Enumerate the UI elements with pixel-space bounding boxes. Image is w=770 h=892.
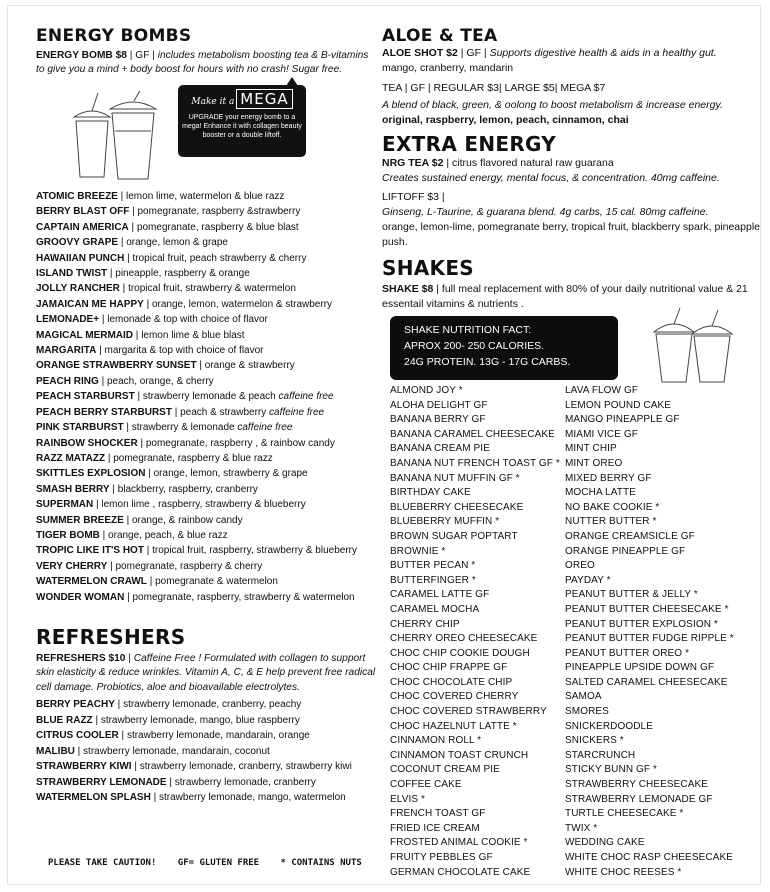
- energy-item-name: RAINBOW SHOCKER: [36, 437, 138, 449]
- energy-item: MARGARITA | margarita & top with choice of flavor: [36, 345, 264, 357]
- shake-flavor: BANANA BERRY GF: [390, 414, 486, 426]
- energy-item-desc: pomegranate, raspberry & blue razz: [113, 452, 273, 464]
- energy-item-name: SKITTLES EXPLOSION: [36, 468, 146, 480]
- shake-flavor: GERMAN CHOCOLATE CAKE: [390, 866, 531, 878]
- shake-flavor: BANANA CREAM PIE: [390, 443, 490, 455]
- energy-item-name: GROOVY GRAPE: [36, 237, 119, 249]
- refresher-item-name: CITRUS COOLER: [36, 730, 119, 742]
- shake-flavor: STRAWBERRY CHEESECAKE: [565, 779, 709, 791]
- refresher-item: BLUE RAZZ | strawberry lemonade, mango, blue raspberry: [36, 714, 300, 726]
- energy-item: SMASH BERRY | blackberry, raspberry, cranberry: [36, 483, 258, 495]
- aloe-shot-flavors: mango, cranberry, mandarin: [382, 62, 514, 74]
- energy-item-name: SUPERMAN: [36, 499, 94, 511]
- shake-flavor: MINT CHIP: [565, 443, 617, 455]
- energy-item-desc: pineapple, raspberry & orange: [115, 268, 250, 280]
- refresher-item-name: WATERMELON SPLASH: [36, 791, 151, 803]
- energy-item: WONDER WOMAN | pomegranate, raspberry, strawberry & watermelon: [36, 591, 355, 603]
- energy-item: GROOVY GRAPE | orange, lemon & grape: [36, 237, 228, 249]
- energy-item-name: BERRY BLAST OFF: [36, 206, 130, 218]
- tea-desc-block: [382, 98, 762, 128]
- refreshers-heading: REFRESHERS: [36, 624, 186, 649]
- energy-item-note: caffeine free: [234, 422, 293, 434]
- energy-item-name: SMASH BERRY: [36, 483, 110, 495]
- energy-item-name: SUMMER BREEZE: [36, 514, 124, 526]
- shake-flavor: WHITE CHOC REESES *: [565, 866, 682, 878]
- shake-flavor: BANANA CARAMEL CHEESECAKE: [390, 428, 555, 440]
- shake-flavor: FRENCH TOAST GF: [390, 808, 486, 820]
- shake-flavor: BANANA NUT MUFFIN GF *: [390, 472, 520, 484]
- menu-page: [8, 6, 760, 884]
- shake-flavor: BUTTER PECAN *: [390, 560, 476, 572]
- refresher-item: BERRY PEACHY | strawberry lemonade, cranberry, peachy: [36, 699, 302, 711]
- shake-price: SHAKE $8: [382, 283, 434, 295]
- mega-upgrade-box: [178, 85, 306, 157]
- energy-item-desc: orange, lemon, strawberry & grape: [153, 468, 308, 480]
- energy-item: PEACH RING | peach, orange, & cherry: [36, 375, 214, 387]
- energy-item-note: caffeine free: [275, 391, 334, 403]
- shake-flavor: ORANGE PINEAPPLE GF: [565, 545, 686, 557]
- liftoff-price: LIFTOFF $3 |: [382, 191, 445, 203]
- shake-column-2: [565, 384, 734, 880]
- shake-flavor: STARCRUNCH: [565, 749, 636, 761]
- shake-flavor: STICKY BUNN GF *: [565, 764, 657, 776]
- shake-flavor: STRAWBERRY LEMONADE GF: [565, 793, 713, 805]
- tea-flavors: original, raspberry, lemon, peach, cinnamon, chai: [382, 114, 629, 126]
- energy-bomb-sep: | GF |: [126, 50, 158, 61]
- energy-item: TIGER BOMB | orange, peach, & blue razz: [36, 529, 228, 541]
- energy-item-desc: pomegranate, raspberry, strawberry & watermelon: [132, 591, 355, 603]
- energy-item-name: JAMAICAN ME HAPPY: [36, 298, 144, 310]
- energy-bomb-desc: includes metabolism boosting tea & B-vitamins to give you a mind + body boost for hours with no crash! Sugar free.: [36, 50, 369, 75]
- nrg-line: NRG TEA $2 | citrus flavored natural raw guarana: [382, 157, 614, 169]
- energy-item: PEACH BERRY STARBURST | peach & strawberry caffeine free: [36, 406, 325, 418]
- energy-bombs-intro: [36, 49, 376, 77]
- aloe-shot-sep: | GF |: [457, 47, 490, 59]
- shake-flavor: CHOC CHIP FRAPPE GF: [390, 662, 508, 674]
- energy-item: PEACH STARBURST | strawberry lemonade & peach caffeine free: [36, 391, 334, 403]
- energy-cups-illustration: [68, 91, 178, 181]
- shake-flavor: LEMON POUND CAKE: [565, 399, 672, 411]
- refresher-item-desc: strawberry lemonade, mango, watermelon: [158, 791, 346, 803]
- refreshers-list: [36, 697, 376, 805]
- energy-item-name: PEACH RING: [36, 375, 99, 387]
- energy-item: JAMAICAN ME HAPPY | orange, lemon, watermelon & strawberry: [36, 298, 333, 310]
- right-column: [382, 26, 762, 878]
- energy-bombs-list: [36, 189, 376, 605]
- energy-item-desc: lemon lime, watermelon & blue razz: [126, 191, 285, 202]
- energy-item-name: HAWAIIAN PUNCH: [36, 252, 125, 264]
- energy-item-desc: lemonade & top with choice of flavor: [107, 314, 268, 326]
- nrg-detail: [382, 171, 762, 186]
- footer-notes: [48, 858, 378, 868]
- shake-flavor: WHITE CHOC RASP CHEESECAKE: [565, 852, 734, 863]
- shake-flavor: PEANUT BUTTER OREO *: [565, 647, 690, 659]
- nrg-desc: citrus flavored natural raw guarana: [452, 157, 614, 169]
- energy-item-name: TROPIC LIKE IT'S HOT: [36, 545, 144, 557]
- refresher-item: STRAWBERRY KIWI | strawberry lemonade, cranberry, strawberry kiwi: [36, 761, 352, 773]
- shake-flavor: SNICKERDOODLE: [565, 720, 653, 732]
- shake-flavor: PEANUT BUTTER & JELLY *: [565, 589, 698, 601]
- aloe-shot-price: ALOE SHOT $2: [382, 47, 458, 59]
- shake-flavor: COFFEE CAKE: [390, 779, 462, 791]
- refresher-item-desc: strawberry lemonade, cranberry, peachy: [123, 699, 302, 711]
- shake-flavor: OREO: [565, 560, 595, 572]
- energy-item: RAZZ MATAZZ | pomegranate, raspberry & blue razz: [36, 452, 273, 464]
- energy-item: VERY CHERRY | pomegranate, raspberry & cherry: [36, 560, 263, 572]
- shake-flavor: TWIX *: [565, 822, 598, 834]
- nrg-detail-text: Creates sustained energy, mental focus, & concentration. 40mg caffeine.: [382, 172, 720, 184]
- shake-flavor: PINEAPPLE UPSIDE DOWN GF: [565, 662, 715, 674]
- refresher-item: WATERMELON SPLASH | strawberry lemonade, mango, watermelon: [36, 791, 346, 803]
- shake-flavor: TURTLE CHEESECAKE *: [565, 808, 684, 820]
- energy-item: SKITTLES EXPLOSION | orange, lemon, strawberry & grape: [36, 468, 308, 480]
- energy-item-desc: strawberry & lemonade: [131, 422, 235, 434]
- energy-item-desc: pomegranate & watermelon: [155, 576, 278, 588]
- shake-flavor: LAVA FLOW GF: [565, 385, 639, 396]
- energy-item-desc: pomegranate, raspberry &strawberry: [137, 206, 301, 218]
- shake-flavor: BROWN SUGAR POPTART: [390, 530, 518, 542]
- shake-flavor: CINNAMON ROLL *: [390, 735, 482, 747]
- shake-flavor: CHERRY OREO CHEESECAKE: [390, 633, 538, 645]
- shake-flavor: BUTTERFINGER *: [390, 574, 476, 586]
- shake-flavor: SMORES: [565, 706, 609, 718]
- shake-flavor: NO BAKE COOKIE *: [565, 501, 660, 513]
- refresher-item-desc: strawberry lemonade, cranberry: [174, 776, 316, 788]
- shake-flavor: MIAMI VICE GF: [565, 428, 638, 440]
- shake-flavor: CHOC CHIP COOKIE DOUGH: [390, 647, 530, 659]
- refresher-item-name: MALIBU: [36, 745, 75, 757]
- energy-item-desc: orange, lemon & grape: [126, 237, 228, 249]
- refresher-item-name: STRAWBERRY KIWI: [36, 761, 132, 773]
- nutrition-line-3: 24G PROTEIN. 13G - 17G CARBS.: [404, 356, 571, 368]
- refresher-item-name: STRAWBERRY LEMONADE: [36, 776, 167, 788]
- energy-item: ORANGE STRAWBERRY SUNSET | orange & strawberry: [36, 360, 295, 372]
- shake-flavor: MANGO PINEAPPLE GF: [565, 414, 680, 426]
- shake-flavor: MOCHA LATTE: [565, 487, 636, 499]
- energy-item-name: LEMONADE+: [36, 314, 100, 326]
- refresher-item: MALIBU | strawberry lemonade, mandarain, coconut: [36, 745, 270, 757]
- nrg-price: NRG TEA $2: [382, 157, 444, 169]
- shake-flavor: FRIED ICE CREAM: [390, 822, 480, 834]
- energy-item: LEMONADE+ | lemonade & top with choice of flavor: [36, 314, 268, 326]
- energy-item-desc: lemon lime & blue blast: [141, 329, 245, 341]
- energy-item-desc: tropical fruit, peach strawberry & cherry: [132, 252, 307, 264]
- shake-flavor: ORANGE CREAMSICLE GF: [565, 530, 695, 542]
- shake-cups-illustration: [642, 306, 742, 384]
- footer-nuts: * CONTAINS NUTS: [280, 858, 362, 868]
- energy-item-name: CAPTAIN AMERICA: [36, 221, 129, 233]
- shake-flavor: CHOC CHOCOLATE CHIP: [390, 676, 513, 688]
- tea-price: TEA | GF | REGULAR $3| LARGE $5| MEGA $7: [382, 82, 606, 94]
- refresher-item-name: BERRY PEACHY: [36, 699, 115, 711]
- energy-item: TROPIC LIKE IT'S HOT | tropical fruit, raspberry, strawberry & blueberry: [36, 545, 357, 557]
- liftoff-flavors: orange, lemon-lime, pomegranate berry, tropical fruit, blackberry spark, pineapple push.: [382, 221, 760, 248]
- footer-caution: PLEASE TAKE CAUTION!: [48, 858, 157, 868]
- shake-column-1: [390, 384, 560, 880]
- shake-flavor: BIRTHDAY CAKE: [390, 487, 471, 499]
- shake-flavor: SALTED CARAMEL CHEESECAKE: [565, 676, 728, 688]
- mega-desc: UPGRADE your energy bomb to a mega! Enhance it with collagen beauty booster or a double liftoff.: [182, 114, 302, 139]
- energy-item: SUMMER BREEZE | orange, & rainbow candy: [36, 514, 243, 526]
- energy-item-desc: blackberry, raspberry, cranberry: [117, 483, 258, 495]
- shake-flavor: CHOC HAZELNUT LATTE *: [390, 720, 517, 732]
- refreshers-price: REFRESHERS $10: [36, 652, 126, 664]
- shake-flavor: PEANUT BUTTER CHEESECAKE *: [565, 603, 729, 615]
- shake-flavor: WEDDING CAKE: [565, 837, 645, 849]
- energy-item-name: PINK STARBURST: [36, 422, 124, 434]
- energy-item-desc: orange & strawberry: [204, 360, 295, 372]
- energy-image-row: [36, 81, 376, 189]
- energy-item-name: ORANGE STRAWBERRY SUNSET: [36, 360, 197, 372]
- shake-flavor: MIXED BERRY GF: [565, 472, 652, 484]
- shake-flavor: COCONUT CREAM PIE: [390, 764, 500, 776]
- energy-item-name: TIGER BOMB: [36, 529, 100, 541]
- energy-item-note: caffeine free: [266, 406, 325, 418]
- shake-flavor: BLUEBERRY CHEESECAKE: [390, 501, 524, 513]
- energy-item-name: MARGARITA: [36, 345, 97, 357]
- refreshers-desc: Caffeine Free ! Formulated with collagen to support skin elasticity & reduce wrinkles. Vitamin A, C, & E help prevent free radical cell damage. Probiotics, aloe and bioavailable electrolytes.: [36, 652, 376, 693]
- shake-flavor: SNICKERS *: [565, 735, 624, 747]
- aloe-shot-line: [382, 46, 762, 61]
- shake-flavor: PEANUT BUTTER FUDGE RIPPLE *: [565, 633, 734, 645]
- shake-flavor: CARAMEL MOCHA: [390, 603, 480, 615]
- energy-item-desc: orange, lemon, watermelon & strawberry: [151, 298, 333, 310]
- liftoff-detail: [382, 205, 762, 220]
- liftoff-detail-text: Ginseng, L-Taurine, & guarana blend. 4g carbs, 15 cal. 80mg caffeine.: [382, 206, 709, 218]
- refresher-item-name: BLUE RAZZ: [36, 714, 93, 726]
- energy-bombs-heading: ENERGY BOMBS: [36, 26, 192, 46]
- shake-flavor: CARAMEL LATTE GF: [390, 589, 490, 601]
- energy-item-desc: pomegranate, raspberry & blue blast: [136, 221, 299, 233]
- aloe-shot-desc: Supports digestive health & aids in a healthy gut.: [489, 47, 717, 59]
- refresher-item: CITRUS COOLER | strawberry lemonade, mandarain, orange: [36, 730, 310, 742]
- mega-box-tail: [286, 77, 298, 86]
- shake-flavor: ALMOND JOY *: [390, 385, 463, 396]
- energy-item-name: ATOMIC BREEZE: [36, 191, 118, 202]
- energy-item-desc: lemon lime , raspberry, strawberry & blueberry: [101, 499, 306, 511]
- shake-flavor: FROSTED ANIMAL COOKIE *: [390, 837, 528, 849]
- energy-item-desc: tropical fruit, raspberry, strawberry & blueberry: [152, 545, 357, 557]
- tea-desc: A blend of black, green, & oolong to boost metabolism & increase energy.: [382, 99, 723, 111]
- left-column: [36, 26, 376, 805]
- energy-item-name: JOLLY RANCHER: [36, 283, 120, 295]
- extra-energy-heading: EXTRA ENERGY: [382, 132, 557, 156]
- shake-flavor: CHOC COVERED CHERRY: [390, 691, 519, 703]
- energy-item-desc: pomegranate, raspberry & cherry: [115, 560, 263, 572]
- energy-item-name: WATERMELON CRAWL: [36, 576, 147, 588]
- shake-flavor: SAMOA: [565, 691, 602, 703]
- energy-item: BERRY BLAST OFF | pomegranate, raspberry &strawberry: [36, 206, 301, 218]
- mega-make-text: Make it a: [191, 97, 235, 107]
- energy-item: HAWAIIAN PUNCH | tropical fruit, peach strawberry & cherry: [36, 252, 307, 264]
- energy-item-desc: peach, orange, & cherry: [106, 375, 214, 387]
- energy-item: WATERMELON CRAWL | pomegranate & watermelon: [36, 576, 278, 588]
- shake-nutrition-box: [390, 316, 618, 380]
- energy-item: ATOMIC BREEZE | lemon lime, watermelon & blue razz: [36, 191, 285, 202]
- energy-item: JOLLY RANCHER | tropical fruit, strawberry & watermelon: [36, 283, 296, 295]
- energy-item-name: PEACH STARBURST: [36, 391, 135, 403]
- energy-item: ISLAND TWIST | pineapple, raspberry & orange: [36, 268, 250, 280]
- refresher-item-desc: strawberry lemonade, mandarain, coconut: [83, 745, 270, 757]
- energy-item-name: PEACH BERRY STARBURST: [36, 406, 172, 418]
- energy-item-desc: peach & strawberry: [180, 406, 267, 418]
- shake-flavor: CHERRY CHIP: [390, 618, 460, 630]
- energy-item: PINK STARBURST | strawberry & lemonade caffeine free: [36, 422, 293, 434]
- shake-flavor: ALOHA DELIGHT GF: [390, 399, 488, 411]
- shake-flavor: PEANUT BUTTER EXPLOSION *: [565, 618, 718, 630]
- energy-item-desc: orange, peach, & blue razz: [108, 529, 228, 541]
- footer-gf: GF= GLUTEN FREE: [177, 858, 260, 868]
- shake-flavor: CHOC COVERED STRAWBERRY: [390, 706, 547, 718]
- refresher-item-desc: strawberry lemonade, cranberry, strawberry kiwi: [139, 761, 352, 773]
- shake-flavor: MINT OREO: [565, 457, 623, 469]
- energy-item-name: WONDER WOMAN: [36, 591, 125, 603]
- shake-flavor: ELVIS *: [390, 793, 425, 805]
- energy-item-desc: orange, & rainbow candy: [131, 514, 243, 526]
- energy-item: MAGICAL MERMAID | lemon lime & blue blast: [36, 329, 245, 341]
- mega-word: MEGA: [236, 89, 292, 109]
- energy-item-name: MAGICAL MERMAID: [36, 329, 134, 341]
- energy-item-desc: strawberry lemonade & peach: [142, 391, 276, 403]
- shake-flavor: BANANA NUT FRENCH TOAST GF *: [390, 457, 560, 469]
- shake-flavor: BLUEBERRY MUFFIN *: [390, 516, 500, 528]
- energy-item-name: RAZZ MATAZZ: [36, 452, 106, 464]
- shake-flavor: PAYDAY *: [565, 574, 611, 586]
- nutrition-line-2: APROX 200- 250 CALORIES.: [404, 340, 545, 352]
- refresher-item: STRAWBERRY LEMONADE | strawberry lemonade, cranberry: [36, 776, 316, 788]
- shake-flavor: FRUITY PEBBLES GF: [390, 852, 493, 863]
- refreshers-intro: REFRESHERS $10 | Caffeine Free ! Formulated with collagen to support skin elasticity & reduce wrinkles. Vitamin A, C, & E help prevent free radical cell damage. Probiotics, aloe and bioavailable electrolytes.: [36, 652, 376, 693]
- shake-desc: full meal replacement with 80% of your daily nutritional value & 21 essentail vitamins & nutrients .: [382, 283, 748, 310]
- shake-price-line: SHAKE $8 | full meal replacement with 80% of your daily nutritional value & 21 essentail vitamins & nutrients .: [382, 283, 748, 310]
- refresher-item-desc: strawberry lemonade, mango, blue raspberry: [100, 714, 300, 726]
- aloe-tea-heading: ALOE & TEA: [382, 26, 498, 46]
- energy-item-desc: margarita & top with choice of flavor: [104, 345, 264, 357]
- energy-item: CAPTAIN AMERICA | pomegranate, raspberry & blue blast: [36, 221, 299, 233]
- energy-item-desc: pomegranate, raspberry , & rainbow candy: [145, 437, 335, 449]
- shakes-heading: SHAKES: [382, 256, 474, 280]
- shake-flavor: CINNAMON TOAST CRUNCH: [390, 749, 529, 761]
- shake-flavor: BROWNIE *: [390, 545, 446, 557]
- refresher-item-desc: strawberry lemonade, mandarain, orange: [126, 730, 310, 742]
- energy-item-desc: tropical fruit, strawberry & watermelon: [128, 283, 296, 295]
- energy-item-name: VERY CHERRY: [36, 560, 108, 572]
- energy-item: SUPERMAN | lemon lime , raspberry, strawberry & blueberry: [36, 499, 306, 511]
- energy-bomb-price: ENERGY BOMB $8: [36, 50, 127, 61]
- shake-flavor: NUTTER BUTTER *: [565, 516, 657, 528]
- energy-item-name: ISLAND TWIST: [36, 268, 108, 280]
- nutrition-line-1: SHAKE NUTRITION FACT:: [404, 324, 532, 336]
- energy-item: RAINBOW SHOCKER | pomegranate, raspberry , & rainbow candy: [36, 437, 335, 449]
